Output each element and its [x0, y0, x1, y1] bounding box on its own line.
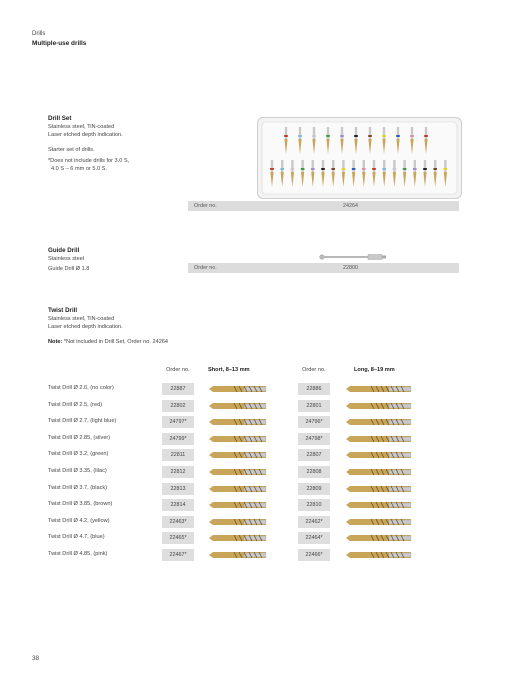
drill-set-order-bar	[188, 201, 459, 211]
guide-drill-order-value: 22800	[343, 265, 358, 271]
long-drill-image	[345, 385, 413, 393]
twist-drill-row-name: Twist Drill Ø 3.7, (black)	[48, 484, 108, 491]
long-drill-image	[345, 402, 413, 410]
twist-drill-note-text: *Not included in Drill Set, Order no. 24264	[63, 339, 169, 345]
twist-drill-row-name: Twist Drill Ø 2.0, (no color)	[48, 385, 114, 391]
order-long-cell: 22809	[298, 483, 330, 495]
drill-set-note-2: 4.0 S – 6 mm or 5.0 S.	[51, 166, 107, 172]
section-label: Drills	[32, 31, 46, 37]
short-drill-image	[208, 485, 268, 493]
long-drill-image	[345, 534, 413, 542]
twist-drill-line-2: Laser etched depth indication.	[48, 324, 123, 330]
short-drill-image	[208, 534, 268, 542]
twist-drill-row-name: Twist Drill Ø 4.7, (blue)	[48, 534, 105, 541]
order-short-cell: 24799*	[162, 433, 194, 445]
drill-set-starter: Starter set of drills.	[48, 147, 95, 153]
twist-drill-row-name: Twist Drill Ø 2.7, (light blue)	[48, 418, 117, 425]
order-long-cell: 22886	[298, 383, 330, 395]
order-short-cell: 22467*	[162, 549, 194, 561]
short-drill-image	[208, 385, 268, 393]
twist-drill-row-name: Twist Drill Ø 3.2, (green)	[48, 451, 109, 458]
long-drill-image	[345, 518, 413, 526]
twist-drill-note	[48, 339, 168, 347]
order-short-cell: 22463*	[162, 516, 194, 528]
long-drill-image	[345, 551, 413, 559]
order-short-cell: 22802	[162, 400, 194, 412]
drill-set-order-label: Order no.	[194, 203, 217, 209]
order-short-cell: 22811	[162, 449, 194, 461]
long-drill-image	[345, 468, 413, 476]
guide-drill-title: Guide Drill	[48, 247, 80, 254]
column-short: Short, 8–13 mm	[208, 367, 250, 373]
column-order-long: Order no.	[302, 367, 326, 373]
twist-drill-row-name: Twist Drill Ø 3.85, (brown)	[48, 501, 113, 508]
order-long-cell: 22466*	[298, 549, 330, 561]
long-drill-image	[345, 451, 413, 459]
order-long-cell: 24796*	[298, 416, 330, 428]
twist-drill-title: Twist Drill	[48, 307, 78, 314]
short-drill-image	[208, 501, 268, 509]
drill-set-line-1: Stainless steel, TiN-coated	[48, 124, 115, 130]
order-long-cell: 22464*	[298, 532, 330, 544]
order-short-cell: 22887	[162, 383, 194, 395]
drill-set-order-value: 24264	[343, 203, 358, 209]
twist-drill-row-name: Twist Drill Ø 2.85, (silver)	[48, 434, 111, 441]
twist-drill-row-name: Twist Drill Ø 2.5, (red)	[48, 401, 103, 408]
guide-drill-material: Stainless steel	[48, 256, 85, 262]
drill-set-line-2: Laser etched depth indication.	[48, 132, 123, 138]
guide-drill-order-bar	[188, 263, 459, 273]
short-drill-image	[208, 468, 268, 476]
long-drill-image	[345, 501, 413, 509]
order-long-cell: 22810	[298, 499, 330, 511]
twist-drill-note-label: Note:	[48, 339, 63, 345]
short-drill-image	[208, 518, 268, 526]
short-drill-image	[208, 402, 268, 410]
long-drill-image	[345, 485, 413, 493]
short-drill-image	[208, 435, 268, 443]
long-drill-image	[345, 435, 413, 443]
order-long-cell: 24798*	[298, 433, 330, 445]
order-short-cell: 22814	[162, 499, 194, 511]
drill-set-title: Drill Set	[48, 115, 72, 122]
page-title: Multiple-use drills	[32, 40, 87, 47]
order-short-cell: 22813	[162, 483, 194, 495]
twist-drill-row-name: Twist Drill Ø 3.35, (lilac)	[48, 468, 107, 474]
short-drill-image	[208, 451, 268, 459]
short-drill-image	[208, 551, 268, 559]
twist-drill-row-name: Twist Drill Ø 4.85, (pink)	[48, 551, 108, 557]
drill-set-tray-drawing	[258, 118, 461, 198]
drill-set-note-1: *Does not include drills for 3.0 S,	[48, 158, 130, 164]
order-long-cell: 22808	[298, 466, 330, 478]
order-short-cell: 22812	[162, 466, 194, 478]
order-long-cell: 22462*	[298, 516, 330, 528]
column-order-short: Order no.	[166, 367, 190, 373]
order-long-cell: 22807	[298, 449, 330, 461]
order-long-cell: 22801	[298, 400, 330, 412]
guide-drill-name: Guide Drill Ø 1.8	[48, 266, 90, 272]
twist-drill-line-1: Stainless steel, TiN-coated	[48, 316, 115, 322]
short-drill-image	[208, 418, 268, 426]
order-short-cell: 22465*	[162, 532, 194, 544]
drill-set-tray-image	[257, 117, 462, 199]
guide-drill-order-label: Order no.	[194, 265, 217, 271]
order-short-cell: 24797*	[162, 416, 194, 428]
long-drill-image	[345, 418, 413, 426]
page-number: 38	[32, 655, 40, 662]
column-long: Long, 8–19 mm	[354, 367, 395, 373]
twist-drill-row-name: Twist Drill Ø 4.2, (yellow)	[48, 517, 110, 524]
